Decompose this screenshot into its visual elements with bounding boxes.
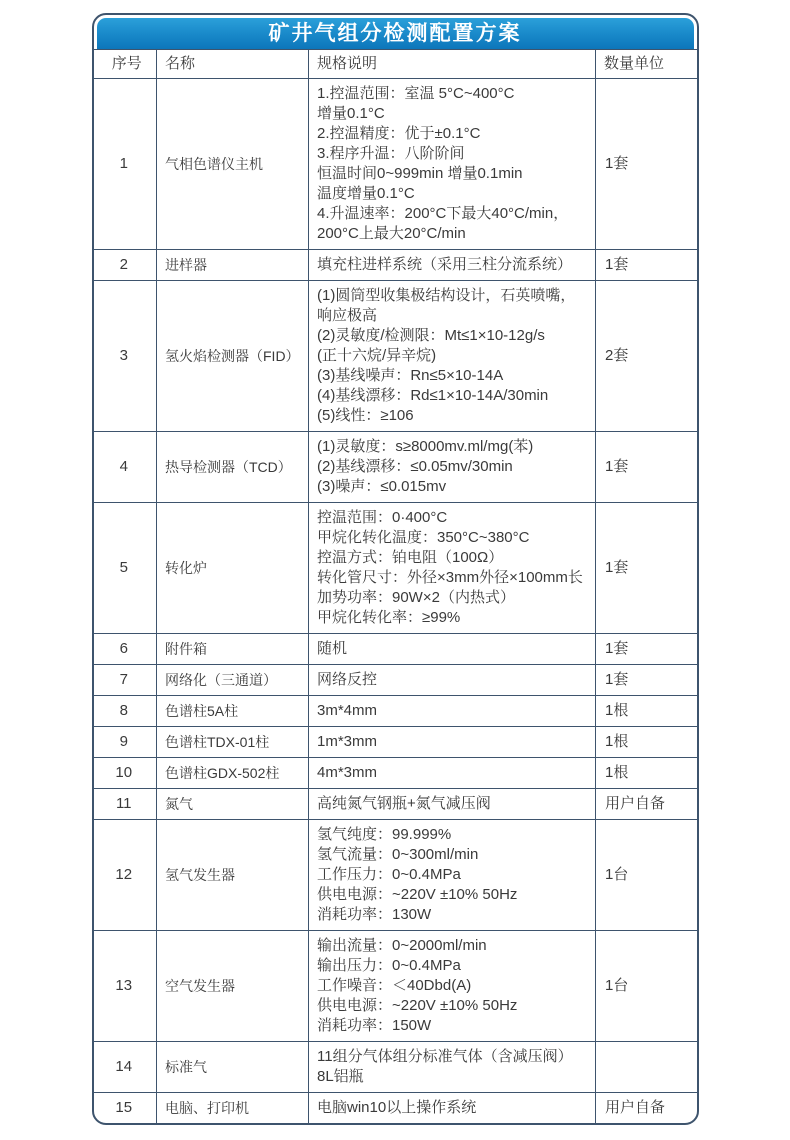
table-row [94,758,697,789]
row-no: 4 [94,432,157,503]
row-spec [309,503,596,634]
spec-line: 控温方式：铂电阻（100Ω） [317,549,504,566]
spec-line: (2)基线漂移：≤0.05mv/30min [317,458,513,475]
table-row [94,696,697,727]
table-row [94,1042,697,1093]
row-no: 12 [94,820,157,931]
spec-line: 转化管尺寸：外径×3mm外径×100mm长 [317,569,583,586]
row-qty: 1套 [596,79,697,250]
table-row [94,789,697,820]
spec-line: 恒温时间0~999min 增量0.1min [317,165,523,182]
row-spec [309,727,596,758]
spec-line: (2)灵敏度/检测限：Mt≤1×10-12g/s [317,327,545,344]
row-name: 热导检测器（TCD） [157,432,309,503]
spec-line: 供电电源：~220V ±10% 50Hz [317,886,518,903]
row-spec [309,1093,596,1124]
spec-line: 电脑win10以上操作系统 [317,1099,477,1116]
spec-line: 4.升温速率：200°C下最大40°C/min， [317,205,569,222]
row-name: 进样器 [157,250,309,281]
spec-line: 3m*4mm [317,702,378,719]
table-row [94,79,697,250]
row-qty [596,1042,697,1093]
spec-line: 工作噪音：＜40Dbd(A) [317,977,472,994]
spec-line: 消耗功率：130W [317,906,432,923]
spec-line: 工作压力：0~0.4MPa [317,866,461,883]
row-qty: 1根 [596,696,697,727]
row-name: 氮气 [157,789,309,820]
table-row [94,931,697,1042]
spec-line: 高纯氮气钢瓶+氮气减压阀 [317,795,491,812]
table-row [94,1093,697,1124]
row-no: 3 [94,281,157,432]
row-no: 13 [94,931,157,1042]
row-name: 转化炉 [157,503,309,634]
row-no: 10 [94,758,157,789]
row-qty: 1台 [596,820,697,931]
row-no: 7 [94,665,157,696]
spec-line: (1)圆筒型收集极结构设计，石英喷嘴， [317,287,576,304]
table-row [94,432,697,503]
col-header-qty: 数量单位 [596,50,697,79]
spec-line: (正十六烷/异辛烷) [317,347,437,364]
row-spec [309,432,596,503]
spec-line: 网络反控 [317,671,378,688]
row-no: 14 [94,1042,157,1093]
row-spec [309,250,596,281]
spec-line: (5)线性：≥106 [317,407,414,424]
spec-line: 11组分气体组分标准气体（含减压阀） [317,1048,573,1065]
spec-line: 输出流量：0~2000ml/min [317,937,487,954]
spec-line: 4m*3mm [317,764,378,781]
row-qty: 用户自备 [596,1093,697,1124]
spec-line: 甲烷化转化率：≥99% [317,609,461,626]
spec-line: 甲烷化转化温度：350°C~380°C [317,529,530,546]
row-spec [309,665,596,696]
spec-line: 填充柱进样系统（采用三柱分流系统） [317,256,573,273]
row-no: 5 [94,503,157,634]
row-qty: 1台 [596,931,697,1042]
row-no: 11 [94,789,157,820]
col-header-spec: 规格说明 [309,50,596,79]
row-qty: 1套 [596,634,697,665]
row-no: 6 [94,634,157,665]
table-row [94,634,697,665]
row-name: 色谱柱GDX-502柱 [157,758,309,789]
row-name: 氢气发生器 [157,820,309,931]
row-spec [309,696,596,727]
row-no: 2 [94,250,157,281]
row-spec [309,281,596,432]
row-spec [309,931,596,1042]
spec-line: 消耗功率：150W [317,1017,432,1034]
row-name: 气相色谱仪主机 [157,79,309,250]
spec-line: 供电电源：~220V ±10% 50Hz [317,997,518,1014]
row-name: 标准气 [157,1042,309,1093]
row-qty: 1根 [596,758,697,789]
row-spec [309,758,596,789]
row-name: 氢火焰检测器（FID） [157,281,309,432]
row-qty: 1套 [596,432,697,503]
spec-line: (3)基线噪声：Rn≤5×10-14A [317,367,504,384]
spec-line: 响应极高 [317,307,378,324]
row-no: 9 [94,727,157,758]
table-row [94,727,697,758]
spec-line: 随机 [317,640,348,657]
row-name: 色谱柱TDX-01柱 [157,727,309,758]
row-qty: 1套 [596,250,697,281]
spec-line: 1.控温范围：室温 5°C~400°C [317,85,515,102]
row-no: 8 [94,696,157,727]
table-row [94,503,697,634]
row-name: 色谱柱5A柱 [157,696,309,727]
header-row [94,50,697,79]
spec-line: 8L铝瓶 [317,1068,364,1085]
row-name: 空气发生器 [157,931,309,1042]
row-qty: 1根 [596,727,697,758]
config-table-panel [92,13,699,1125]
spec-line: 加势功率：90W×2（内热式） [317,589,515,606]
row-qty: 2套 [596,281,697,432]
row-no: 1 [94,79,157,250]
table-title: 矿井气组分检测配置方案 [97,18,694,49]
row-spec [309,820,596,931]
spec-line: 200°C上最大20°C/min [317,225,466,242]
spec-line: 氢气纯度：99.999% [317,826,452,843]
spec-line: 3.程序升温：八阶阶间 [317,145,465,162]
spec-line: 1m*3mm [317,733,378,750]
spec-line: 氢气流量：0~300ml/min [317,846,479,863]
table-row [94,250,697,281]
table-row [94,665,697,696]
row-spec [309,634,596,665]
row-spec [309,79,596,250]
row-qty: 1套 [596,665,697,696]
spec-line: (3)噪声：≤0.015mv [317,478,447,495]
row-spec [309,1042,596,1093]
col-header-name: 名称 [157,50,309,79]
spec-line: 控温范围：0·400°C [317,509,448,526]
row-qty: 1套 [596,503,697,634]
row-spec [309,789,596,820]
col-header-no: 序号 [94,50,157,79]
table-row [94,820,697,931]
row-no: 15 [94,1093,157,1124]
spec-line: 2.控温精度：优于±0.1°C [317,125,481,142]
spec-line: 增量0.1°C [317,105,385,122]
spec-line: (1)灵敏度：s≥8000mv.ml/mg(苯) [317,438,534,455]
table-row [94,281,697,432]
table-header [94,50,697,79]
spec-line: 输出压力：0~0.4MPa [317,957,461,974]
spec-line: 温度增量0.1°C [317,185,415,202]
row-qty: 用户自备 [596,789,697,820]
row-name: 电脑、打印机 [157,1093,309,1124]
row-name: 网络化（三通道） [157,665,309,696]
config-table-body [94,79,697,1124]
config-table [94,49,697,1123]
row-name: 附件箱 [157,634,309,665]
spec-line: (4)基线漂移：Rd≤1×10-14A/30min [317,387,549,404]
